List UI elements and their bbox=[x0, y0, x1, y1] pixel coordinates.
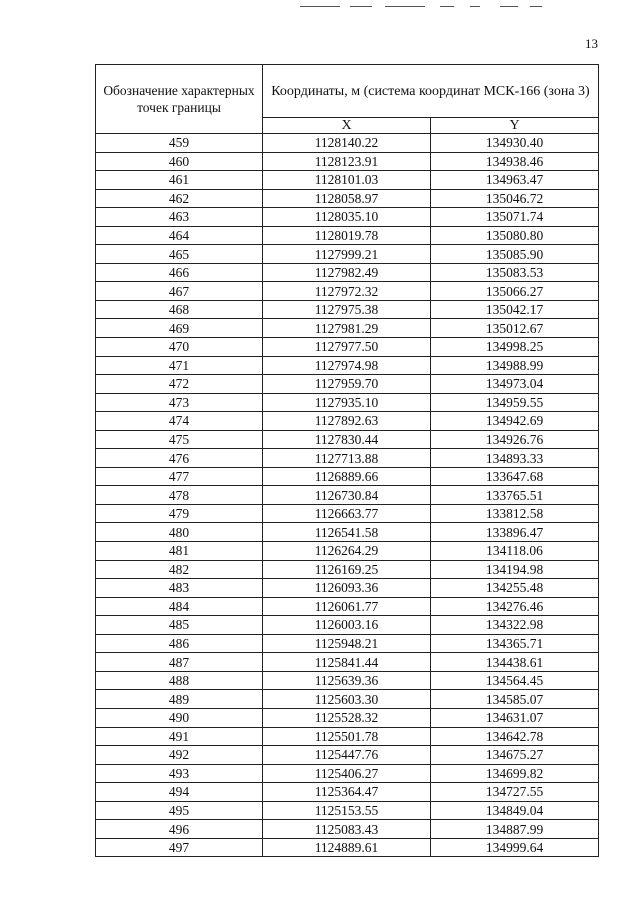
x-coordinate-cell: 1128058.97 bbox=[263, 189, 431, 208]
x-column-header: X bbox=[263, 118, 431, 134]
x-coordinate-cell: 1125153.55 bbox=[263, 801, 431, 820]
y-coordinate-cell: 134988.99 bbox=[431, 356, 599, 375]
x-coordinate-cell: 1125841.44 bbox=[263, 653, 431, 672]
table-row bbox=[96, 467, 599, 486]
y-coordinate-cell: 135046.72 bbox=[431, 189, 599, 208]
table-row bbox=[96, 338, 599, 357]
table-row bbox=[96, 208, 599, 227]
x-coordinate-cell: 1127830.44 bbox=[263, 430, 431, 449]
point-number-cell: 471 bbox=[96, 356, 263, 375]
table-row bbox=[96, 653, 599, 672]
x-coordinate-cell: 1127975.38 bbox=[263, 300, 431, 319]
x-coordinate-cell: 1125948.21 bbox=[263, 634, 431, 653]
y-coordinate-cell: 134564.45 bbox=[431, 671, 599, 690]
point-number-cell: 461 bbox=[96, 171, 263, 190]
x-coordinate-cell: 1127959.70 bbox=[263, 375, 431, 394]
point-number-cell: 467 bbox=[96, 282, 263, 301]
table-row bbox=[96, 300, 599, 319]
point-number-cell: 497 bbox=[96, 838, 263, 857]
x-coordinate-cell: 1128140.22 bbox=[263, 134, 431, 153]
point-number-cell: 473 bbox=[96, 393, 263, 412]
table-row bbox=[96, 838, 599, 857]
y-column-header: Y bbox=[431, 118, 599, 134]
point-number-cell: 493 bbox=[96, 764, 263, 783]
y-coordinate-cell: 135071.74 bbox=[431, 208, 599, 227]
scan-artifact-line bbox=[385, 6, 425, 7]
table-row bbox=[96, 727, 599, 746]
point-number-cell: 496 bbox=[96, 820, 263, 839]
table-row bbox=[96, 152, 599, 171]
point-number-cell: 470 bbox=[96, 338, 263, 357]
y-coordinate-cell: 134255.48 bbox=[431, 579, 599, 598]
x-coordinate-cell: 1127982.49 bbox=[263, 263, 431, 282]
table-row bbox=[96, 616, 599, 635]
point-number-cell: 460 bbox=[96, 152, 263, 171]
table-row bbox=[96, 801, 599, 820]
x-coordinate-cell: 1125083.43 bbox=[263, 820, 431, 839]
point-number-cell: 492 bbox=[96, 746, 263, 765]
scan-artifact-line bbox=[350, 6, 372, 7]
point-number-cell: 486 bbox=[96, 634, 263, 653]
table-row bbox=[96, 171, 599, 190]
table-header bbox=[96, 65, 599, 134]
y-coordinate-cell: 134631.07 bbox=[431, 708, 599, 727]
table-row bbox=[96, 542, 599, 561]
point-number-cell: 487 bbox=[96, 653, 263, 672]
table-row bbox=[96, 560, 599, 579]
table-row bbox=[96, 708, 599, 727]
x-coordinate-cell: 1126061.77 bbox=[263, 597, 431, 616]
y-coordinate-cell: 134959.55 bbox=[431, 393, 599, 412]
table-row bbox=[96, 263, 599, 282]
point-number-cell: 489 bbox=[96, 690, 263, 709]
coordinates-table bbox=[95, 64, 599, 857]
table-row bbox=[96, 226, 599, 245]
y-coordinate-cell: 134322.98 bbox=[431, 616, 599, 635]
table-row bbox=[96, 820, 599, 839]
table-row bbox=[96, 504, 599, 523]
y-coordinate-cell: 134276.46 bbox=[431, 597, 599, 616]
y-coordinate-cell: 134999.64 bbox=[431, 838, 599, 857]
x-coordinate-cell: 1127999.21 bbox=[263, 245, 431, 264]
point-number-cell: 491 bbox=[96, 727, 263, 746]
scan-artifact-line bbox=[530, 6, 542, 7]
point-number-cell: 494 bbox=[96, 783, 263, 802]
x-coordinate-cell: 1125639.36 bbox=[263, 671, 431, 690]
point-designation-header: Обозначение характерных точек границы bbox=[96, 65, 263, 134]
table-row bbox=[96, 245, 599, 264]
x-coordinate-cell: 1125364.47 bbox=[263, 783, 431, 802]
point-number-cell: 481 bbox=[96, 542, 263, 561]
y-coordinate-cell: 134699.82 bbox=[431, 764, 599, 783]
table-row bbox=[96, 634, 599, 653]
y-coordinate-cell: 133647.68 bbox=[431, 467, 599, 486]
x-coordinate-cell: 1127892.63 bbox=[263, 412, 431, 431]
x-coordinate-cell: 1127713.88 bbox=[263, 449, 431, 468]
point-number-cell: 480 bbox=[96, 523, 263, 542]
table-body bbox=[96, 134, 599, 857]
table-row bbox=[96, 690, 599, 709]
table-row bbox=[96, 671, 599, 690]
x-coordinate-cell: 1128123.91 bbox=[263, 152, 431, 171]
point-number-cell: 466 bbox=[96, 263, 263, 282]
point-number-cell: 495 bbox=[96, 801, 263, 820]
table-row bbox=[96, 764, 599, 783]
x-coordinate-cell: 1124889.61 bbox=[263, 838, 431, 857]
point-number-cell: 474 bbox=[96, 412, 263, 431]
point-number-cell: 464 bbox=[96, 226, 263, 245]
x-coordinate-cell: 1126169.25 bbox=[263, 560, 431, 579]
y-coordinate-cell: 133896.47 bbox=[431, 523, 599, 542]
table-row bbox=[96, 430, 599, 449]
y-coordinate-cell: 134118.06 bbox=[431, 542, 599, 561]
y-coordinate-cell: 134942.69 bbox=[431, 412, 599, 431]
x-coordinate-cell: 1126541.58 bbox=[263, 523, 431, 542]
point-number-cell: 490 bbox=[96, 708, 263, 727]
scan-artifact-line bbox=[440, 6, 454, 7]
x-coordinate-cell: 1126264.29 bbox=[263, 542, 431, 561]
point-number-cell: 472 bbox=[96, 375, 263, 394]
y-coordinate-cell: 134887.99 bbox=[431, 820, 599, 839]
x-coordinate-cell: 1127974.98 bbox=[263, 356, 431, 375]
table-row bbox=[96, 393, 599, 412]
y-coordinate-cell: 134365.71 bbox=[431, 634, 599, 653]
x-coordinate-cell: 1125603.30 bbox=[263, 690, 431, 709]
x-coordinate-cell: 1127972.32 bbox=[263, 282, 431, 301]
scan-artifact-line bbox=[470, 6, 480, 7]
point-number-cell: 469 bbox=[96, 319, 263, 338]
x-coordinate-cell: 1125447.76 bbox=[263, 746, 431, 765]
page-number: 13 bbox=[585, 36, 598, 51]
x-coordinate-cell: 1127981.29 bbox=[263, 319, 431, 338]
y-coordinate-cell: 135066.27 bbox=[431, 282, 599, 301]
y-coordinate-cell: 135080.80 bbox=[431, 226, 599, 245]
scan-artifact-line bbox=[300, 6, 340, 7]
point-number-cell: 459 bbox=[96, 134, 263, 153]
table-row bbox=[96, 486, 599, 505]
point-number-cell: 463 bbox=[96, 208, 263, 227]
table-row bbox=[96, 412, 599, 431]
y-coordinate-cell: 134893.33 bbox=[431, 449, 599, 468]
y-coordinate-cell: 134973.04 bbox=[431, 375, 599, 394]
x-coordinate-cell: 1128101.03 bbox=[263, 171, 431, 190]
x-coordinate-cell: 1125501.78 bbox=[263, 727, 431, 746]
table-row bbox=[96, 746, 599, 765]
table-row bbox=[96, 375, 599, 394]
point-number-cell: 485 bbox=[96, 616, 263, 635]
point-number-cell: 462 bbox=[96, 189, 263, 208]
x-coordinate-cell: 1125528.32 bbox=[263, 708, 431, 727]
y-coordinate-cell: 135012.67 bbox=[431, 319, 599, 338]
point-number-cell: 488 bbox=[96, 671, 263, 690]
table-row bbox=[96, 783, 599, 802]
y-coordinate-cell: 135042.17 bbox=[431, 300, 599, 319]
point-number-cell: 484 bbox=[96, 597, 263, 616]
x-coordinate-cell: 1126663.77 bbox=[263, 504, 431, 523]
y-coordinate-cell: 134938.46 bbox=[431, 152, 599, 171]
x-coordinate-cell: 1126003.16 bbox=[263, 616, 431, 635]
x-coordinate-cell: 1126889.66 bbox=[263, 467, 431, 486]
x-coordinate-cell: 1125406.27 bbox=[263, 764, 431, 783]
y-coordinate-cell: 134727.55 bbox=[431, 783, 599, 802]
y-coordinate-cell: 134930.40 bbox=[431, 134, 599, 153]
coordinates-header: Координаты, м (система координат МСК-166 (зона 3) bbox=[263, 65, 599, 118]
x-coordinate-cell: 1127977.50 bbox=[263, 338, 431, 357]
table-row bbox=[96, 134, 599, 153]
point-number-cell: 478 bbox=[96, 486, 263, 505]
y-coordinate-cell: 134585.07 bbox=[431, 690, 599, 709]
y-coordinate-cell: 134642.78 bbox=[431, 727, 599, 746]
table-row bbox=[96, 597, 599, 616]
y-coordinate-cell: 134926.76 bbox=[431, 430, 599, 449]
point-number-cell: 477 bbox=[96, 467, 263, 486]
y-coordinate-cell: 135083.53 bbox=[431, 263, 599, 282]
y-coordinate-cell: 133765.51 bbox=[431, 486, 599, 505]
y-coordinate-cell: 134998.25 bbox=[431, 338, 599, 357]
scan-artifact-line bbox=[500, 6, 518, 7]
point-number-cell: 475 bbox=[96, 430, 263, 449]
x-coordinate-cell: 1128035.10 bbox=[263, 208, 431, 227]
point-number-cell: 479 bbox=[96, 504, 263, 523]
table-row bbox=[96, 189, 599, 208]
x-coordinate-cell: 1126093.36 bbox=[263, 579, 431, 598]
x-coordinate-cell: 1128019.78 bbox=[263, 226, 431, 245]
point-number-cell: 483 bbox=[96, 579, 263, 598]
table-row bbox=[96, 282, 599, 301]
y-coordinate-cell: 134849.04 bbox=[431, 801, 599, 820]
point-number-cell: 468 bbox=[96, 300, 263, 319]
y-coordinate-cell: 134194.98 bbox=[431, 560, 599, 579]
y-coordinate-cell: 134438.61 bbox=[431, 653, 599, 672]
point-number-cell: 465 bbox=[96, 245, 263, 264]
point-number-cell: 476 bbox=[96, 449, 263, 468]
y-coordinate-cell: 133812.58 bbox=[431, 504, 599, 523]
x-coordinate-cell: 1126730.84 bbox=[263, 486, 431, 505]
y-coordinate-cell: 135085.90 bbox=[431, 245, 599, 264]
table-row bbox=[96, 449, 599, 468]
table-row bbox=[96, 579, 599, 598]
table-row bbox=[96, 319, 599, 338]
table-row bbox=[96, 356, 599, 375]
table-row bbox=[96, 523, 599, 542]
x-coordinate-cell: 1127935.10 bbox=[263, 393, 431, 412]
y-coordinate-cell: 134963.47 bbox=[431, 171, 599, 190]
y-coordinate-cell: 134675.27 bbox=[431, 746, 599, 765]
point-number-cell: 482 bbox=[96, 560, 263, 579]
